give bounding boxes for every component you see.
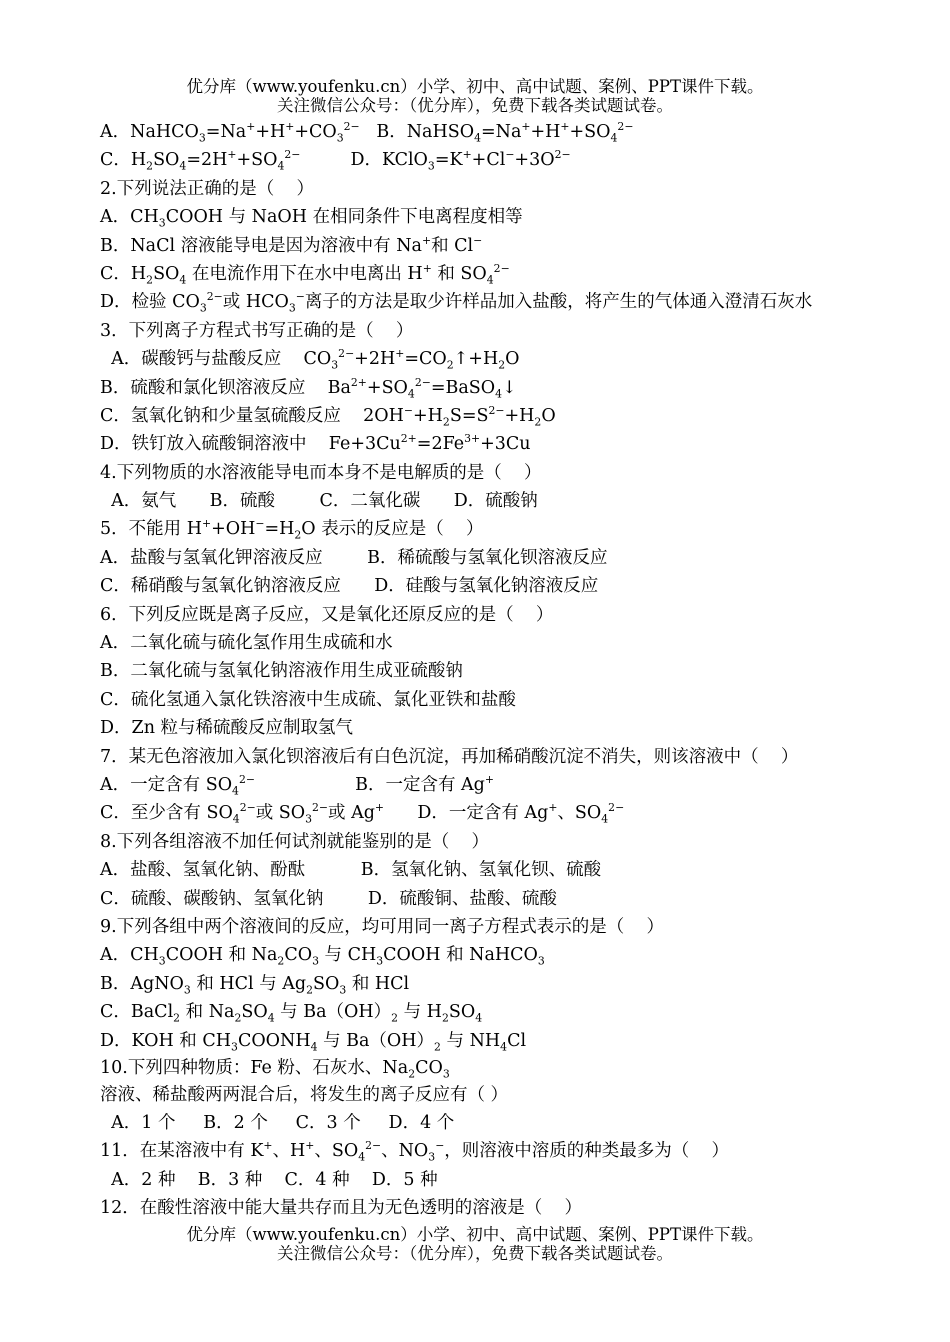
text-line: A．碳酸钙与盐酸反应 $CO_3^{2-}+2H^+=CO_2↑+H_2O$ [100,347,520,372]
text-line: 5．不能用 $H^++OH^-=H_2O$ 表示的反应是（ ） [100,517,484,542]
text-line: 7．某无色溶液加入氯化钡溶液后有白色沉淀，再加稀硝酸沉淀不消失，则该溶液中（ ） [100,746,799,767]
text-line: A．氨气 B．硫酸 C．二氧化碳 D．硫酸钠 [100,491,538,512]
text-line: B．AgNO$_3$ 和 HCl 与 $Ag_2SO_3$ 和 HCl [100,973,410,997]
text-line: A．一定含有 $SO_4^{2-}$ B．一定含有 Ag+ [100,773,494,798]
text-line: B．二氧化硫与氢氧化钠溶液作用生成亚硫酸钠 [100,661,463,682]
text-line: D．铁钉放入硫酸铜溶液中 $Fe+3Cu^{2+}=2Fe^{3+}+3Cu$ [100,432,531,455]
text-line: D．KOH 和 $CH_3COONH_4$ 与 $Ba(OH)_2$ 与 $NH_4Cl$ [100,1030,527,1053]
text-line: C．氢氧化钠和少量氢硫酸反应 $2OH^-+H_2S=S^{2-}+H_2O$ [100,404,556,429]
text-line: 2.下列说法正确的是（ ） [100,178,314,199]
text-line: 9.下列各组中两个溶液间的反应，均可用同一离子方程式表示的是（ ） [100,916,664,937]
text-line: 6．下列反应既是离子反应，又是氧化还原反应的是（ ） [100,604,554,625]
text-line: D．检验 $CO_3^{2-}$或 $HCO_3^-$离子的方法是取少许样品加入盐酸，将产生的气体通入澄清石灰水 [100,290,813,315]
text-line: 8.下列各组溶液不加任何试剂就能鉴别的是（ ） [100,831,489,852]
text-line: C．硫化氢通入氯化铁溶液中生成硫、氯化亚铁和盐酸 [100,689,516,710]
text-line: A．盐酸、氢氧化钠、酚酞 B．氢氧化钠、氢氧化钡、硫酸 [100,860,602,881]
text-line: D．Zn 粒与稀硫酸反应制取氢气 [100,718,354,739]
page-header [0,77,950,115]
text-line: A．1 个 B．2 个 C．3 个 D．4 个 [100,1112,455,1133]
text-line: 3．下列离子方程式书写正确的是（ ） [100,320,414,341]
text-line: 12．在酸性溶液中能大量共存而且为无色透明的溶液是（ ） [100,1198,583,1219]
text-line: C．$H_2SO_4$ 在电流作用下在水中电离出 H+ 和 $SO_4^{2-}$ [100,262,510,287]
text-line: 11．在某溶液中有 K+、H+、$SO_4^{2-}$、$NO_3^-$，则溶液中溶质的种类最多为（ ） [100,1139,730,1164]
page-footer [0,1225,950,1263]
footer-line-1: 优分库（www.youfenku.cn）小学、初中、高中试题、案例、PPT课件下载。 [186,1225,764,1244]
text-line: A．盐酸与氢氧化钾溶液反应 B．稀硫酸与氢氧化钡溶液反应 [100,547,608,568]
text-line: A．$CH_3COOH$ 与 NaOH 在相同条件下电离程度相等 [100,207,523,230]
text-line: C．硫酸、碳酸钠、氢氧化钠 D．硫酸铜、盐酸、硫酸 [100,888,557,909]
footer-line-2: 关注微信公众号：（优分库），免费下载各类试题试卷。 [277,1244,673,1263]
text-line: C．BaCl$_2$ 和 $Na_2SO_4$ 与 $Ba(OH)_2$ 与 $H_2SO_4$ [100,1002,483,1025]
text-line: A．$CH_3COOH$ 和 $Na_2CO_3$ 与 $CH_3COOH$ 和 NaHCO$_3$ [100,945,545,968]
text-line: C．至少含有 $SO_4^{2-}$或 $SO_3^{2-}$或 Ag+ D．一定含有 Ag+、$SO_4^{2-}$ [100,801,625,826]
text-line: A．2 种 B．3 种 C．4 种 D．5 种 [100,1169,438,1190]
text-line: B．NaCl 溶液能导电是因为溶液中有 Na+和 Cl− [100,233,483,256]
text-line: B．硫酸和氯化钡溶液反应 $Ba^{2+}+SO_4^{2-}=BaSO_4↓$ [100,375,517,401]
text-line: 4.下列物质的水溶液能导电而本身不是电解质的是（ ） [100,462,542,483]
text-line: C．$H_2SO_4=2H^++SO_4^{2-}$ D．$KClO_3=K^++Cl^-+3O^{2-}$ [100,148,571,173]
question-body [100,118,860,1222]
header-line-2: 关注微信公众号：（优分库），免费下载各类试题试卷。 [277,96,673,115]
text-line: 10.下列四种物质：Fe 粉、石灰水、$Na_2CO_3$ 溶液、稀盐酸两两混合后，将发生的离子反应有（ ） [100,1057,509,1105]
text-line: A．二氧化硫与硫化氢作用生成硫和水 [100,633,393,654]
header-line-1: 优分库（www.youfenku.cn）小学、初中、高中试题、案例、PPT课件下载。 [186,77,764,96]
text-line: A．$NaHCO_3=Na^++H^++CO_3^{2-}$ B．$NaHSO_4=Na^++H^++SO_4^{2-}$ [100,120,634,145]
text-line: C．稀硝酸与氢氧化钠溶液反应 D．硅酸与氢氧化钠溶液反应 [100,576,599,597]
